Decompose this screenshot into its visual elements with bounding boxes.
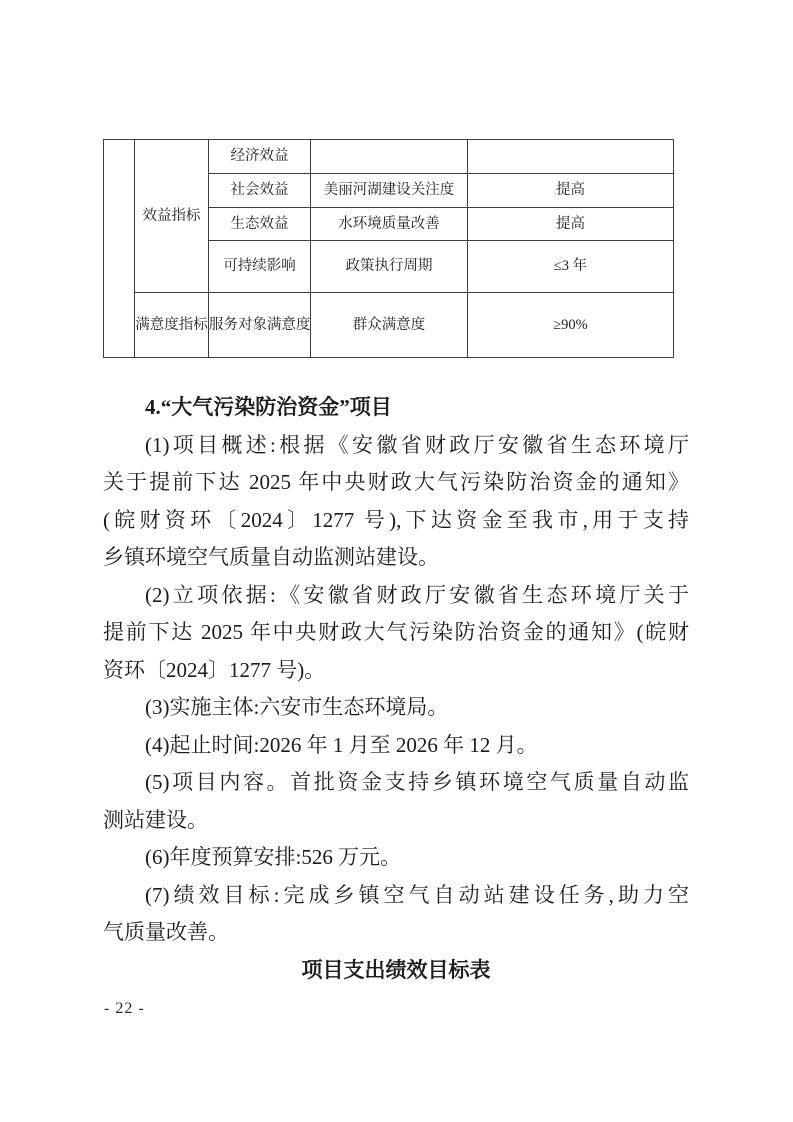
table-cell-indicator-name: 群众满意度 xyxy=(311,293,468,358)
paragraph-line: (2)立项依据:《安徽省财政厅安徽省生态环境厅关于 xyxy=(145,582,689,607)
table-cell-indicator-type: 生态效益 xyxy=(209,208,311,241)
paragraph-line: 提前下达 2025 年中央财政大气污染防治资金的通知》(皖财 xyxy=(103,620,689,644)
table-cell-indicator-name xyxy=(311,140,468,174)
paragraph-line: (7)绩效目标:完成乡镇空气自动站建设任务,助力空 xyxy=(145,882,689,907)
paragraph-line: 测站建设。 xyxy=(103,807,208,832)
paragraph-line: 资环〔2024〕1277 号)。 xyxy=(103,657,326,682)
table-cell-indicator-value: 提高 xyxy=(468,208,674,241)
paragraph-line: (6)年度预算安排:526 万元。 xyxy=(145,845,402,869)
paragraph-line: (1)项目概述:根据《安徽省财政厅安徽省生态环境厅 xyxy=(145,432,689,457)
table-cell-indicator-value: ≤3 年 xyxy=(468,241,674,293)
table-cell-indicator-value: ≥90% xyxy=(468,293,674,358)
paragraph-line: 关于提前下达 2025 年中央财政大气污染防治资金的通知》 xyxy=(103,470,689,494)
paragraph-line: (5)项目内容。首批资金支持乡镇环境空气质量自动监 xyxy=(145,770,689,794)
table-cell-indicator-value xyxy=(468,140,674,174)
table-cell-indicator-value: 提高 xyxy=(468,174,674,208)
table-row-satisfaction xyxy=(104,293,674,358)
section-heading: 4.“大气污染防治资金”项目 xyxy=(145,395,392,419)
paragraph-line: 气质量改善。 xyxy=(103,920,229,944)
page-number: - 22 - xyxy=(104,1000,145,1017)
table-cell-indicator-type: 社会效益 xyxy=(209,174,311,208)
paragraph-line: (4)起止时间:2026 年 1 月至 2026 年 12 月。 xyxy=(145,732,538,757)
table-row xyxy=(104,140,674,174)
table-cell-indicator-name: 水环境质量改善 xyxy=(311,208,468,241)
table-cell-left-spacer xyxy=(104,140,135,358)
table-cell-indicator-name: 政策执行周期 xyxy=(311,241,468,293)
table-cell-indicator-type: 可持续影响 xyxy=(209,241,311,293)
paragraph-line: (3)实施主体:六安市生态环境局。 xyxy=(145,695,449,719)
performance-metrics-table xyxy=(103,139,674,358)
table-cell-indicator-type: 经济效益 xyxy=(209,140,311,174)
paragraph-line: 乡镇环境空气质量自动监测站建设。 xyxy=(103,545,439,569)
table-cell-satisfaction-group: 满意度指标 xyxy=(135,293,209,358)
table-cell-benefit-group: 效益指标 xyxy=(135,140,209,293)
document-body xyxy=(103,389,689,989)
table-cell-indicator-type: 服务对象满意度 xyxy=(209,293,311,358)
table-title: 项目支出绩效目标表 xyxy=(301,957,491,982)
table-cell-indicator-name: 美丽河湖建设关注度 xyxy=(311,174,468,208)
paragraph-line: (皖财资环〔2024〕1277 号),下达资金至我市,用于支持 xyxy=(103,507,689,532)
